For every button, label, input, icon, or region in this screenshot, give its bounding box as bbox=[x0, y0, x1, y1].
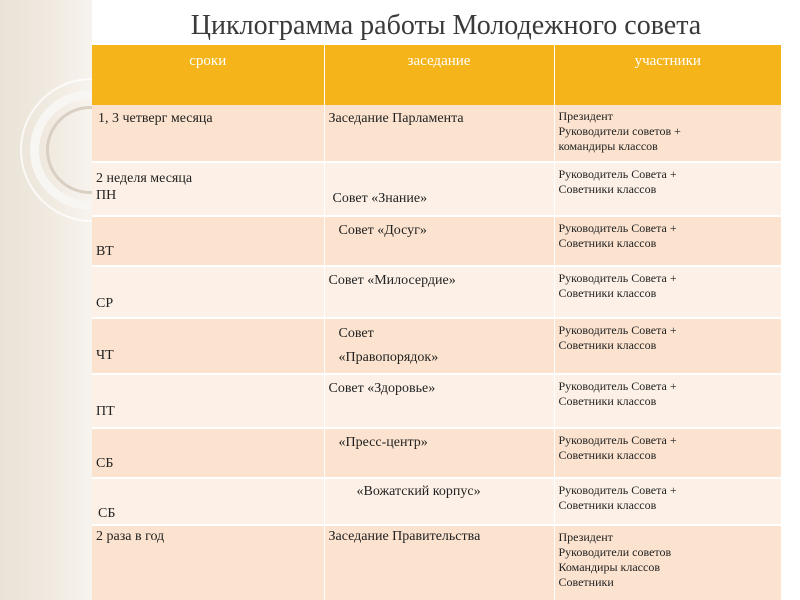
table-row bbox=[92, 105, 781, 162]
cell-meeting-line: Совет «Знание» bbox=[332, 191, 428, 206]
cell-meeting-line: «Пресс-центр» bbox=[338, 435, 428, 450]
table-row bbox=[92, 266, 781, 318]
cell-period bbox=[92, 428, 324, 478]
cell-participants bbox=[554, 428, 781, 478]
cell-participants-line: Советники классов bbox=[558, 338, 657, 352]
cell-period-line: ВТ bbox=[96, 244, 114, 259]
cell-participants-line: Руководитель Совета + bbox=[558, 433, 677, 447]
table-header-row bbox=[92, 45, 781, 105]
table-row bbox=[92, 374, 781, 428]
cell-participants bbox=[554, 216, 781, 266]
schedule-table bbox=[92, 45, 781, 600]
cell-participants bbox=[554, 162, 781, 216]
cell-participants-line: Президент bbox=[558, 109, 613, 123]
cell-participants-line: Руководитель Совета + bbox=[558, 323, 677, 337]
cell-period-line: СБ bbox=[98, 506, 116, 521]
cell-meeting-line: «Вожатский корпус» bbox=[356, 484, 481, 499]
cell-participants-line: командиры классов bbox=[558, 139, 658, 153]
cell-period-line: 2 неделя месяца bbox=[96, 171, 193, 186]
cell-participants bbox=[554, 525, 781, 600]
cell-participants-line: Советники классов bbox=[558, 182, 657, 196]
cell-meeting-line: «Правопорядок» bbox=[338, 350, 439, 365]
cell-period bbox=[92, 105, 324, 162]
cell-participants bbox=[554, 478, 781, 525]
cell-participants-line: Советники классов bbox=[558, 236, 657, 250]
cell-period-line: СБ bbox=[96, 456, 114, 471]
cell-meeting bbox=[324, 428, 554, 478]
cell-participants-line: Руководитель Совета + bbox=[558, 221, 677, 235]
cell-meeting bbox=[324, 216, 554, 266]
table-row bbox=[92, 162, 781, 216]
cell-period-line: 2 раза в год bbox=[96, 529, 165, 544]
cell-period-line: ЧТ bbox=[96, 348, 114, 363]
cell-meeting-line: Заседание Парламента bbox=[328, 111, 464, 126]
cell-period-line: ПТ bbox=[96, 404, 115, 419]
cell-participants-line: Советники классов bbox=[558, 448, 657, 462]
cell-meeting bbox=[324, 525, 554, 600]
cell-participants bbox=[554, 105, 781, 162]
cell-period bbox=[92, 266, 324, 318]
slide-title: Циклограмма работы Молодежного совета bbox=[190, 10, 702, 41]
cell-period-line: 1, 3 четверг месяца bbox=[98, 111, 213, 126]
cell-participants-line: Советники классов bbox=[558, 286, 657, 300]
table-row bbox=[92, 318, 781, 374]
cell-meeting-line: Совет «Милосердие» bbox=[328, 273, 456, 288]
cell-meeting bbox=[324, 318, 554, 374]
cell-participants-line: Руководители советов bbox=[558, 545, 672, 559]
cell-meeting bbox=[324, 266, 554, 318]
cell-period bbox=[92, 525, 324, 600]
cell-period-line: ПН bbox=[96, 188, 117, 203]
cell-meeting bbox=[324, 105, 554, 162]
cell-participants-line: Руководитель Совета + bbox=[558, 379, 677, 393]
table-body bbox=[92, 105, 781, 600]
header-meeting: заседание bbox=[324, 45, 554, 105]
cell-participants bbox=[554, 266, 781, 318]
decorative-side-band bbox=[0, 0, 92, 600]
header-period: сроки bbox=[92, 45, 324, 105]
header-participants: участники bbox=[554, 45, 781, 105]
cell-participants-line: Советники bbox=[558, 575, 614, 589]
cell-participants-line: Командиры классов bbox=[558, 560, 660, 574]
cell-meeting bbox=[324, 162, 554, 216]
cell-participants-line: Советники классов bbox=[558, 498, 657, 512]
cell-participants-line: Руководитель Совета + bbox=[558, 167, 677, 181]
cell-participants-line: Советники классов bbox=[558, 394, 657, 408]
table-row bbox=[92, 478, 781, 525]
table-row bbox=[92, 428, 781, 478]
cell-participants-line: Президент bbox=[558, 530, 613, 544]
cell-period bbox=[92, 216, 324, 266]
cell-meeting bbox=[324, 478, 554, 525]
cell-meeting-line: Заседание Правительства bbox=[328, 529, 481, 544]
cell-participants-line: Руководитель Совета + bbox=[558, 483, 677, 497]
cell-participants bbox=[554, 318, 781, 374]
cell-meeting-line: Совет bbox=[338, 326, 374, 341]
cell-participants-line: Руководитель Совета + bbox=[558, 271, 677, 285]
cell-meeting-line: Совет «Досуг» bbox=[338, 223, 427, 238]
cell-meeting-line: Совет «Здоровье» bbox=[328, 381, 436, 396]
cell-period bbox=[92, 478, 324, 525]
cell-period bbox=[92, 318, 324, 374]
cell-period bbox=[92, 162, 324, 216]
cell-period-line: СР bbox=[96, 296, 114, 311]
cell-participants-line: Руководители советов + bbox=[558, 124, 681, 138]
cell-participants bbox=[554, 374, 781, 428]
table-row bbox=[92, 525, 781, 600]
table-row bbox=[92, 216, 781, 266]
cell-period bbox=[92, 374, 324, 428]
cell-meeting bbox=[324, 374, 554, 428]
